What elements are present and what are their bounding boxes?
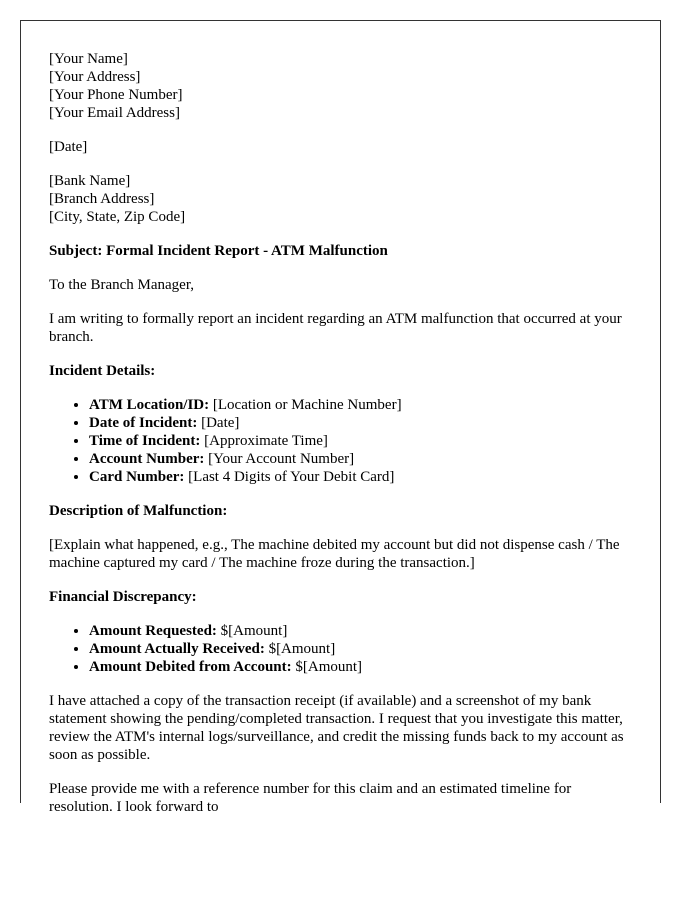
branch-address: [Branch Address] (49, 191, 155, 207)
list-item (89, 622, 632, 640)
intro-paragraph: I am writing to formally report an incident regarding an ATM malfunction that occurred at your branch. (49, 311, 622, 345)
item-label: ATM Location/ID: (89, 397, 210, 413)
list-item (89, 396, 632, 414)
sender-block (49, 50, 632, 122)
discrepancy-heading (49, 588, 632, 606)
item-label: Time of Incident: (89, 433, 201, 449)
item-value: [Your Account Number] (204, 451, 355, 467)
item-label: Amount Actually Received: (89, 641, 265, 657)
closing-paragraph: Please provide me with a reference number for this claim and an estimated timeline for resolution. I look forward to (49, 781, 572, 815)
subject-line (49, 242, 632, 260)
city-state-zip: [City, State, Zip Code] (49, 209, 186, 225)
letter-page (20, 20, 661, 815)
recipient-block (49, 172, 632, 226)
bank-name: [Bank Name] (49, 173, 131, 189)
item-value: [Last 4 Digits of Your Debit Card] (184, 469, 395, 485)
sender-phone: [Your Phone Number] (49, 87, 183, 103)
item-label: Account Number: (89, 451, 205, 467)
incident-heading-text: Incident Details: (49, 363, 156, 379)
item-value: [Location or Machine Number] (209, 397, 402, 413)
subject-text: Subject: Formal Incident Report - ATM Malfunction (49, 243, 388, 259)
item-label: Card Number: (89, 469, 185, 485)
item-value: [Date] (197, 415, 240, 431)
item-value: [Approximate Time] (200, 433, 328, 449)
item-value: $[Amount] (264, 641, 336, 657)
malfunction-description: [Explain what happened, e.g., The machine debited my account but did not dispense cash / The machine captured my card / The machine froze during the transaction.] (49, 537, 620, 571)
list-item (89, 658, 632, 676)
item-value: $[Amount] (216, 623, 288, 639)
item-label: Date of Incident: (89, 415, 198, 431)
list-item (89, 414, 632, 432)
item-label: Amount Requested: (89, 623, 217, 639)
item-label: Amount Debited from Account: (89, 659, 292, 675)
malfunction-heading-text: Description of Malfunction: (49, 503, 228, 519)
list-item (89, 432, 632, 450)
list-item (89, 450, 632, 468)
item-value: $[Amount] (291, 659, 363, 675)
sender-email: [Your Email Address] (49, 105, 180, 121)
malfunction-heading (49, 502, 632, 520)
discrepancy-heading-text: Financial Discrepancy: (49, 589, 197, 605)
incident-heading (49, 362, 632, 380)
discrepancy-list (49, 622, 632, 676)
incident-list (49, 396, 632, 486)
salutation: To the Branch Manager, (49, 277, 194, 293)
letter-date: [Date] (49, 139, 88, 155)
attachment-paragraph: I have attached a copy of the transaction receipt (if available) and a screenshot of my bank statement showing the pending/completed transaction. I request that you investigate this matter, review the ATM's internal logs/surveillance, and credit the missing funds back to my account as soon as possible. (49, 693, 624, 763)
list-item (89, 640, 632, 658)
sender-name: [Your Name] (49, 51, 128, 67)
sender-address: [Your Address] (49, 69, 141, 85)
list-item (89, 468, 632, 486)
